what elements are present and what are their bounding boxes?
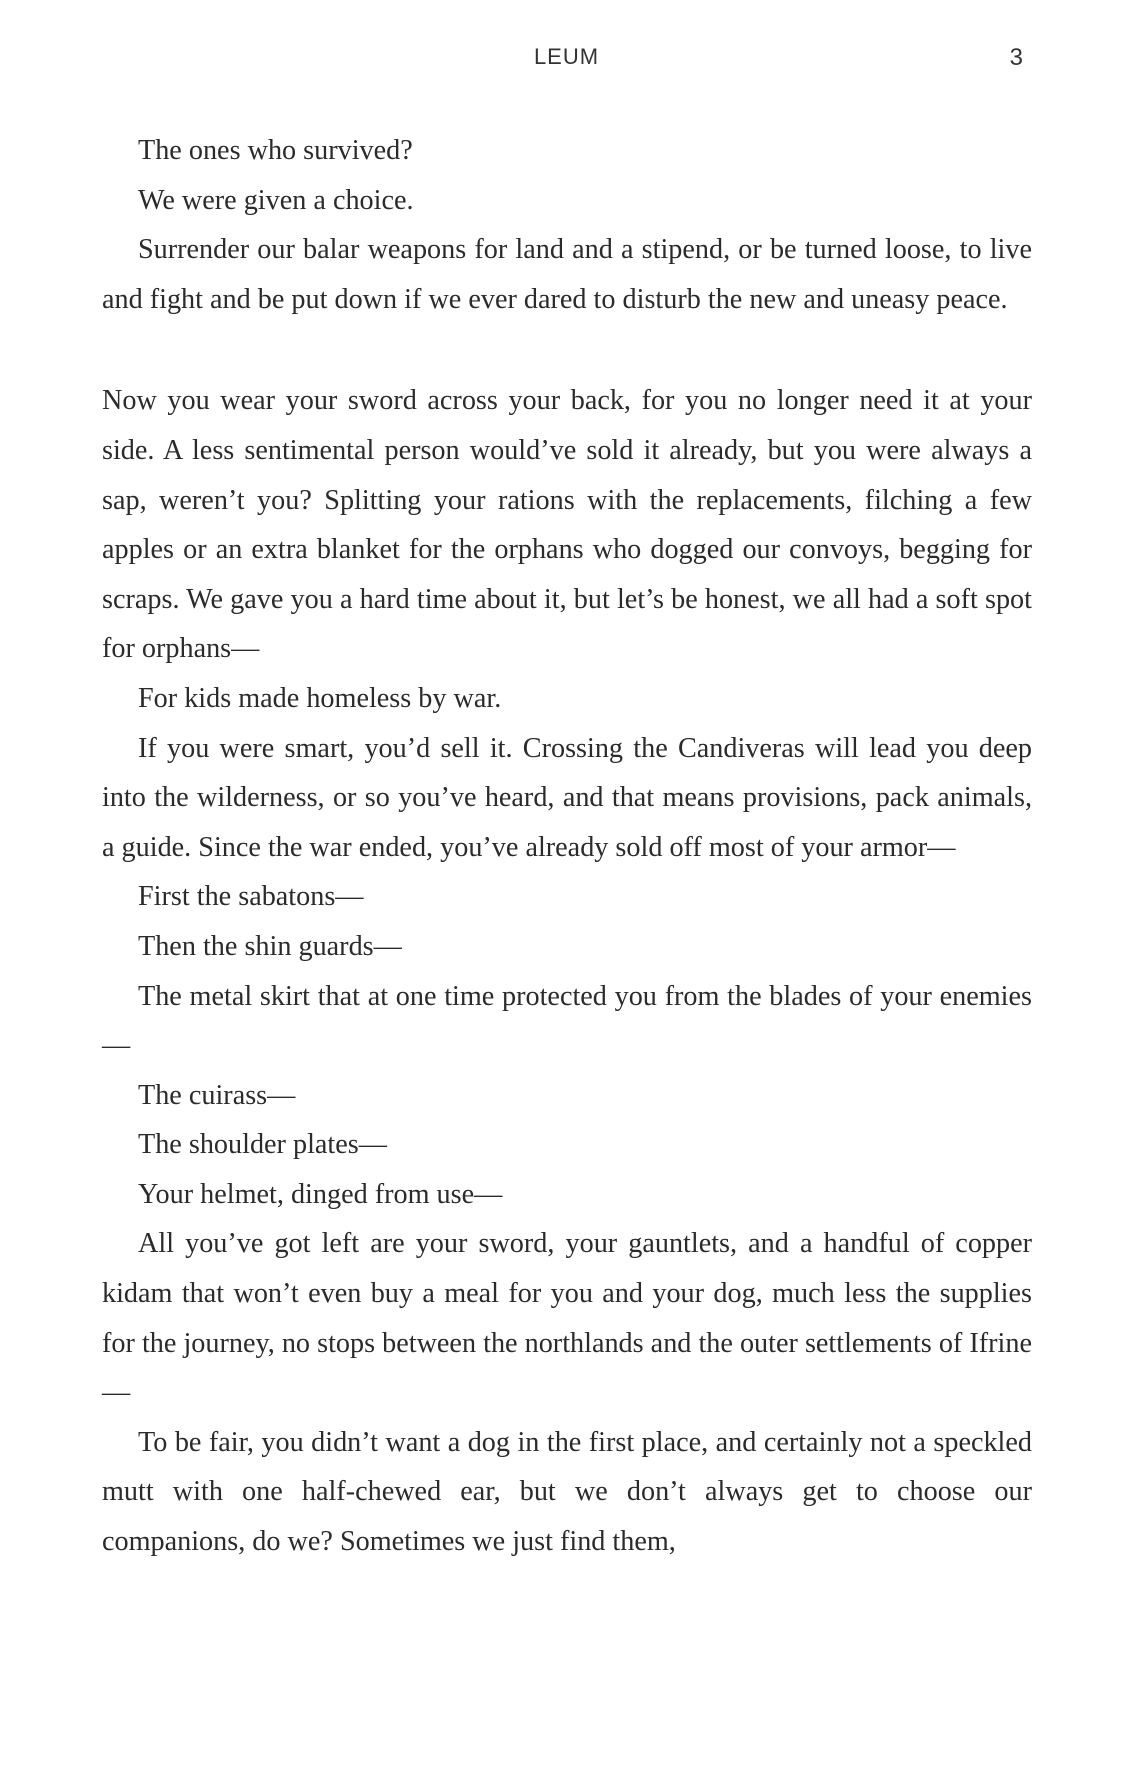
paragraph: Surrender our balar weapons for land and a stipend, or be turned loose, to live and fight and be put down if we ever dared to disturb the new and uneasy peace. — [102, 234, 1032, 315]
paragraph: The metal skirt that at one time protected you from the blades of your enemies— — [102, 980, 1032, 1062]
page-number: 3 — [1009, 44, 1023, 71]
paragraph: To be fair, you didn’t want a dog in the first place, and certainly not a speckled mutt with one half-chewed ear, but we don’t always get to choose our companions, do we? Sometimes we just find them, — [102, 1426, 1032, 1558]
paragraph: All you’ve got left are your sword, your gauntlets, and a handful of copper kidam that won’t even buy a meal for you and your dog, much less the supplies for the journey, no stops between the northlands and the outer settlements of Ifrine— — [102, 1228, 1032, 1409]
running-head — [0, 44, 1133, 78]
paragraph: Your helmet, dinged from use— — [138, 1178, 503, 1210]
paragraph: The cuirass— — [138, 1079, 296, 1111]
paragraph: For kids made homeless by war. — [138, 682, 502, 714]
paragraph: We were given a choice. — [138, 184, 414, 216]
section-1 — [102, 126, 1032, 324]
paragraph: Then the shin guards— — [138, 930, 402, 962]
paragraph: If you were smart, you’d sell it. Crossing the Candiveras will lead you deep into the wilderness, or so you’ve heard, and that means provisions, pack animals, a guide. Since the war ended, you’ve already sold off most of your armor— — [102, 732, 1032, 863]
paragraph: First the sabatons— — [138, 881, 364, 913]
body-text — [102, 126, 1032, 1567]
running-title: LEUM — [533, 44, 600, 69]
paragraph: The ones who survived? — [138, 135, 413, 166]
paragraph: The shoulder plates— — [138, 1129, 387, 1161]
section-2 — [102, 376, 1032, 1566]
paragraph: Now you wear your sword across your back, for you no longer need it at your side. A less sentimental person would’ve sold it already, but you were always a sap, weren’t you? Splitting your rations with the replacements, filching a few apples or an extra blanket for the orphans who dogged our convoys, begging for scraps. We gave you a hard time about it, but let’s be honest, we all had a soft spot for orphans— — [102, 385, 1032, 665]
